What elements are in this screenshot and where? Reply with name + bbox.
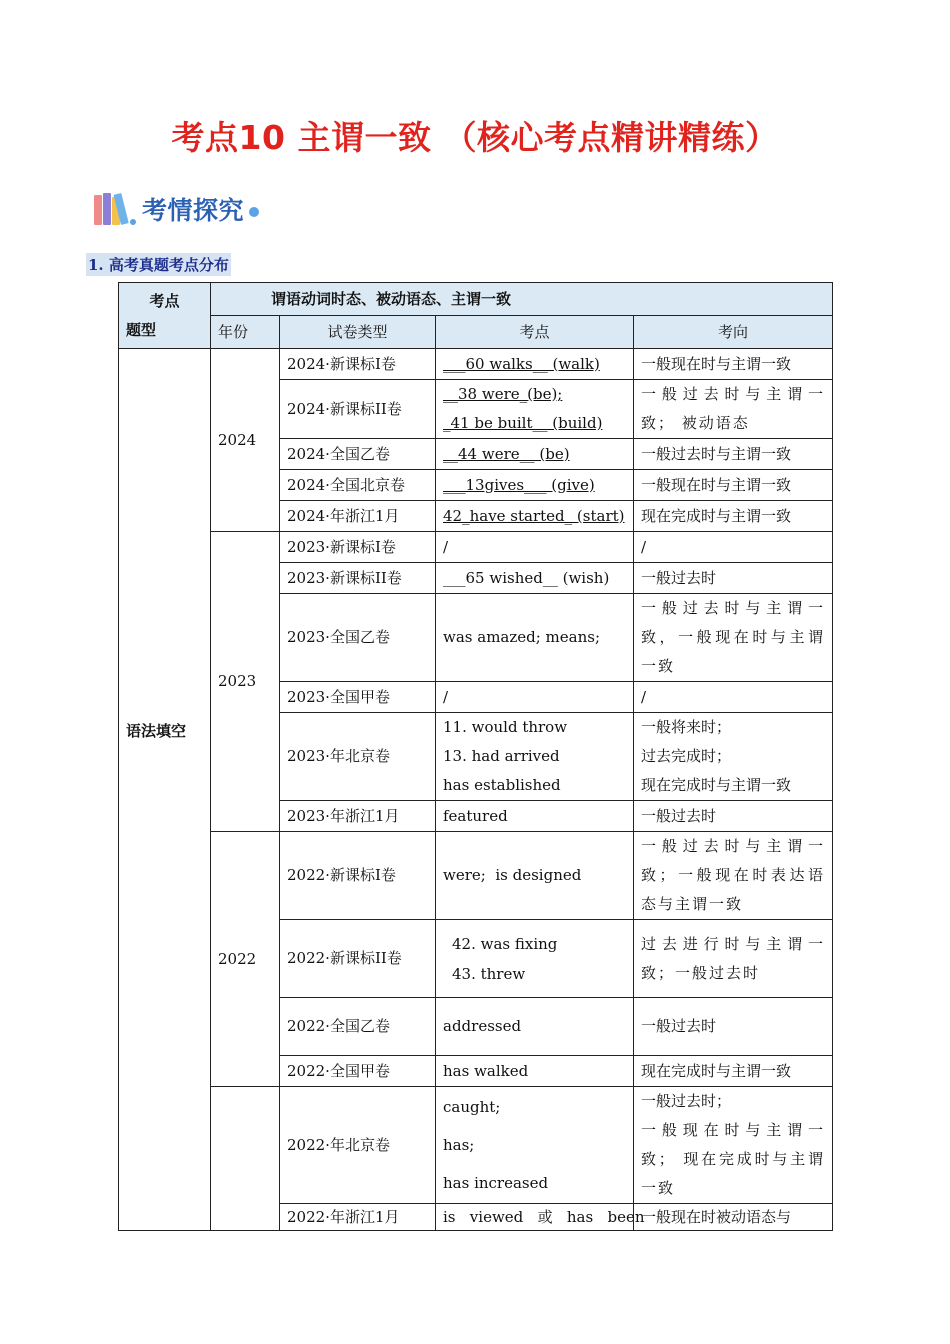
header-kaodian-tixing: 考点 题型 <box>119 283 211 349</box>
table-row-point: is viewed 或 has been <box>436 1204 634 1231</box>
table-row-point: / <box>436 682 634 713</box>
table-row-paper: 2023·年北京卷 <box>280 713 436 801</box>
table-row-direction: 一般将来时； 过去完成时； 现在完成时与主谓一致 <box>634 713 833 801</box>
table-row-point: ___65 wished__ (wish) <box>436 563 634 594</box>
question-type-cell: 语法填空 <box>119 349 211 1231</box>
header-direction: 考向 <box>634 316 833 349</box>
table-row-direction: / <box>634 532 833 563</box>
table-row-direction: 一般现在时被动语态与 <box>634 1204 833 1231</box>
table-row-point: has walked <box>436 1056 634 1087</box>
table-row-paper: 2024·全国乙卷 <box>280 439 436 470</box>
table-row-paper: 2022·全国乙卷 <box>280 998 436 1056</box>
section-banner <box>92 188 259 230</box>
header-point: 考点 <box>436 316 634 349</box>
section-heading: 1. 高考真题考点分布 <box>86 253 231 276</box>
table-row-point: featured <box>436 801 634 832</box>
table-row-paper: 2024·新课标II卷 <box>280 380 436 439</box>
table-row-paper: 2024·年浙江1月 <box>280 501 436 532</box>
table-row-paper: 2023·新课标II卷 <box>280 563 436 594</box>
table-row-paper: 2023·全国乙卷 <box>280 594 436 682</box>
table-row-direction: 一般过去时与主谓一致 <box>634 439 833 470</box>
table-row-direction: 现在完成时与主谓一致 <box>634 1056 833 1087</box>
page-title: 考点10 主谓一致 （核心考点精讲精练） <box>171 118 779 157</box>
table-row-direction: 过去进行时与主谓一致；一般过去时 <box>634 920 833 998</box>
table-row-direction: 一般过去时 <box>634 563 833 594</box>
table-row-paper: 2022·新课标I卷 <box>280 832 436 920</box>
table-row-point: __38 were_(be); _41 be built__ (build) <box>436 380 634 439</box>
table-row-point: ___13gives___ (give) <box>436 470 634 501</box>
table-row-point: ___60 walks__ (walk) <box>436 349 634 380</box>
table-row-point: / <box>436 532 634 563</box>
table-row-paper: 2022·年浙江1月 <box>280 1204 436 1231</box>
table-row-paper: 2023·全国甲卷 <box>280 682 436 713</box>
table-row-direction: 一般现在时与主谓一致 <box>634 470 833 501</box>
table-row-point: addressed <box>436 998 634 1056</box>
table-row-direction: 一般过去时 <box>634 998 833 1056</box>
table-row-point: were; is designed <box>436 832 634 920</box>
banner-dot <box>249 207 259 217</box>
table-row-paper: 2024·新课标I卷 <box>280 349 436 380</box>
table-row-point: 11. would throw 13. had arrived has established <box>436 713 634 801</box>
year-cell-continued <box>211 1087 280 1231</box>
table-row-direction: 一般过去时与主谓一致； 被动语态 <box>634 380 833 439</box>
header-paper: 试卷类型 <box>280 316 436 349</box>
table-row-direction: 一般过去时； 一般现在时与主谓一致； 现在完成时与主谓一致 <box>634 1087 833 1204</box>
header-year: 年份 <box>211 316 280 349</box>
table-row-paper: 2023·新课标I卷 <box>280 532 436 563</box>
table-row-paper: 2024·全国北京卷 <box>280 470 436 501</box>
table-row-direction: 现在完成时与主谓一致 <box>634 501 833 532</box>
table-row-direction: 一般过去时与主谓一致，一般现在时与主谓一致 <box>634 594 833 682</box>
table-row-point: caught; has; has increased <box>436 1087 634 1204</box>
table-row-paper: 2022·全国甲卷 <box>280 1056 436 1087</box>
table-row-paper: 2022·年北京卷 <box>280 1087 436 1204</box>
table-row-direction: 一般过去时 <box>634 801 833 832</box>
table-row-point: __44 were__ (be) <box>436 439 634 470</box>
year-cell: 2024 <box>211 349 280 532</box>
exam-distribution-table <box>118 282 833 1231</box>
table-row-paper: 2022·新课标II卷 <box>280 920 436 998</box>
year-cell: 2023 <box>211 532 280 832</box>
header-topic: 谓语动词时态、被动语态、主谓一致 <box>211 283 833 316</box>
table-row-direction: 一般过去时与主谓一致；一般现在时表达语态与主谓一致 <box>634 832 833 920</box>
table-row-direction: / <box>634 682 833 713</box>
table-row-paper: 2023·年浙江1月 <box>280 801 436 832</box>
books-icon <box>92 191 140 227</box>
table-row-point: 42. was fixing 43. threw <box>436 920 634 998</box>
banner-text: 考情探究 <box>142 196 245 225</box>
table-row-direction: 一般现在时与主谓一致 <box>634 349 833 380</box>
year-cell: 2022 <box>211 832 280 1087</box>
table-row-point: 42_have started_ (start) <box>436 501 634 532</box>
table-row-point: was amazed; means; <box>436 594 634 682</box>
